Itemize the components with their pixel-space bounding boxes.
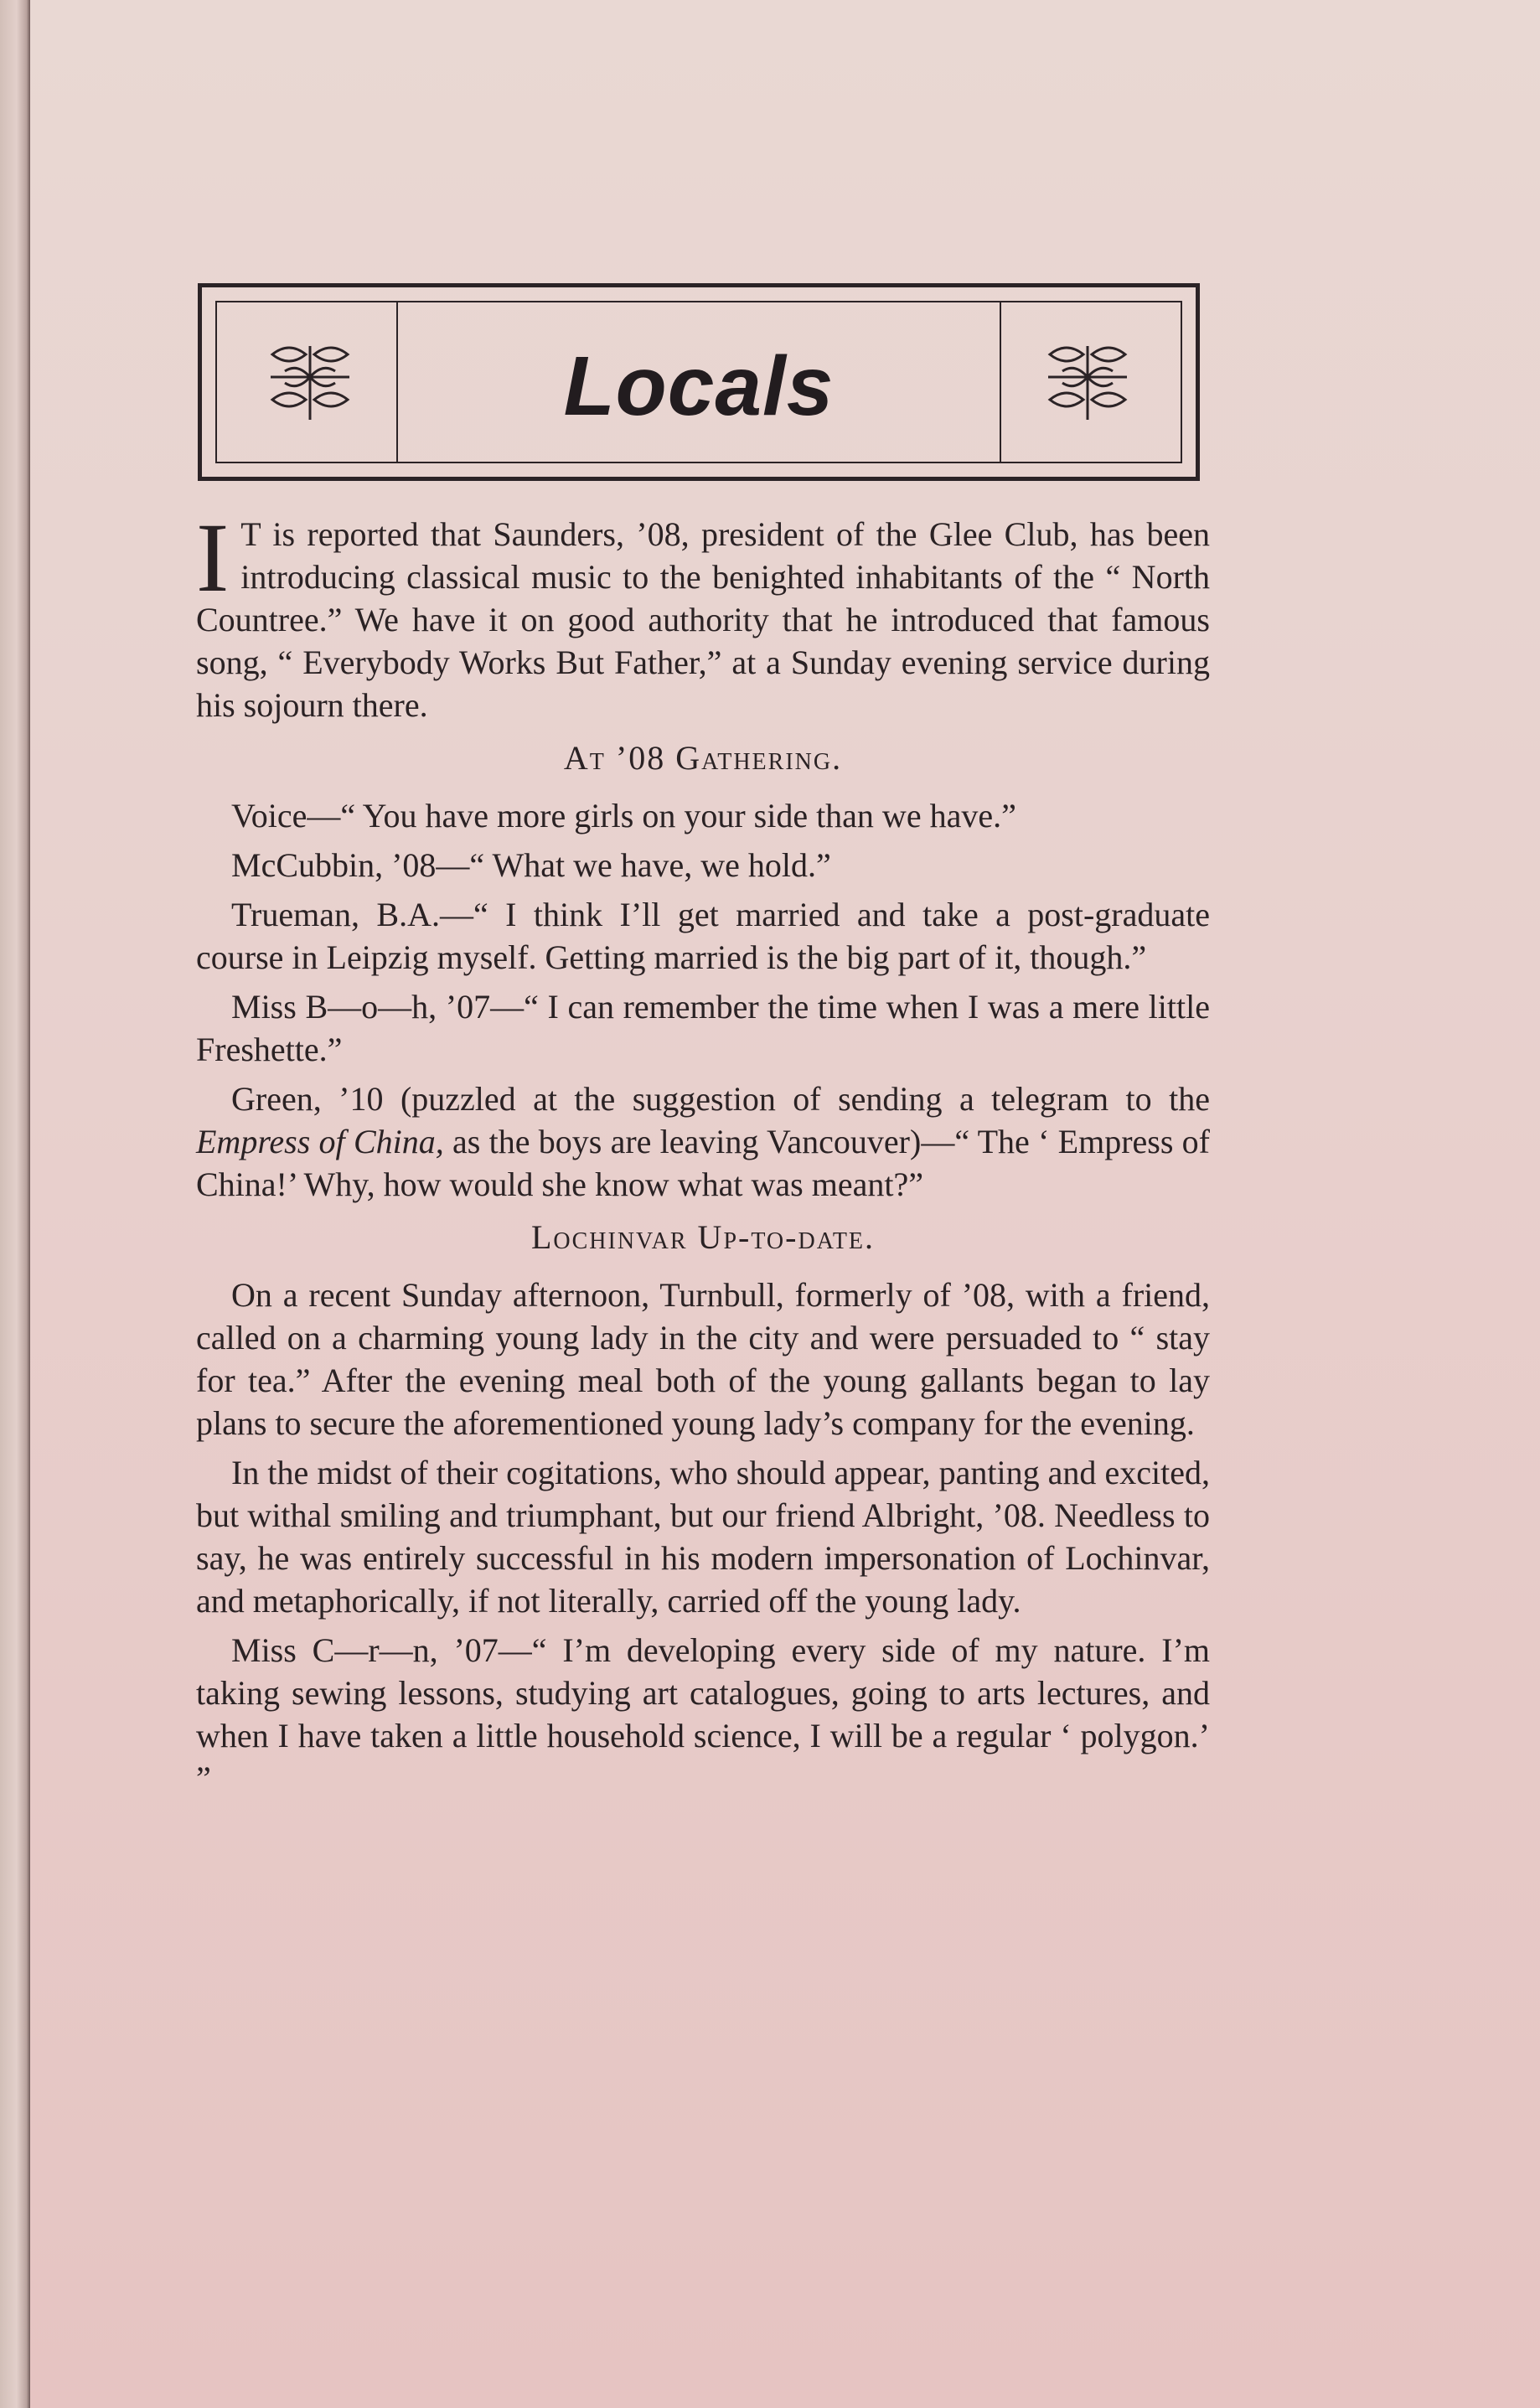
subheading-lochinvar: Lochinvar Up-to-date.: [530, 1218, 876, 1256]
header-divider-left: [396, 302, 398, 462]
intro-text: T is reported that Saunders, ’08, president of the Glee Club, has been introducing classical music to the benighted inhabitants of the “ North Countree.” We have it on good authority that he introduced that famous song, “ Everybody Works But Father,” at a Sunday evening service during his sojourn there.: [196, 515, 1210, 724]
paragraph-voice: Voice—“ You have more girls on your side than we have.”: [231, 797, 1016, 835]
header-divider-right: [1000, 302, 1001, 462]
paragraph-green: [196, 1077, 1210, 1206]
section-header-frame: [215, 301, 1182, 463]
floral-ornament-icon: [264, 338, 356, 430]
paragraph-miss-b: Miss B—o—h, ’07—“ I can remember the time when I was a mere little Freshette.”: [196, 988, 1210, 1068]
green-text-after: as the boys are leaving Vancouver)—“ The ‘ Empress of China!’ Why, how would she know what was meant?”: [196, 1123, 1211, 1203]
section-header: [198, 283, 1200, 481]
section-title: Locals: [563, 339, 835, 433]
green-text-italic: Empress of China,: [196, 1123, 444, 1160]
page-binding-edge: [0, 0, 30, 2408]
article-body: [196, 503, 1211, 1806]
drop-cap: I: [196, 503, 230, 612]
paragraph-trueman: Trueman, B.A.—“ I think I’ll get married and take a post-graduate course in Leipzig myself. Getting married is the big part of it, though.”: [196, 896, 1210, 976]
subheading-gathering: At ’08 Gathering.: [563, 739, 843, 777]
paragraph-albright: In the midst of their cogitations, who should appear, panting and excited, but withal smiling and triumphant, but our friend Albright, ’08. Needless to say, he was entirely successful in his modern impersonation of Lochinvar, and metaphorically, if not literally, carried off the young lady.: [196, 1454, 1210, 1620]
green-text-before: Green, ’10 (puzzled at the suggestion of sending a telegram to the: [231, 1080, 1210, 1118]
paragraph-turnbull: On a recent Sunday afternoon, Turnbull, formerly of ’08, with a friend, called on a charming young lady in the city and were persuaded to “ stay for tea.” After the evening meal both of the young gallants began to lay plans to secure the aforementioned young lady’s company for the evening.: [196, 1276, 1210, 1442]
intro-paragraph: [196, 503, 1210, 726]
floral-ornament-icon: [1041, 338, 1134, 430]
paragraph-mccubbin: McCubbin, ’08—“ What we have, we hold.”: [231, 846, 831, 884]
paragraph-miss-c: Miss C—r—n, ’07—“ I’m developing every side of my nature. I’m taking sewing lessons, studying art catalogues, going to arts lectures, and when I have taken a little household science, I will be a regular ‘ polygon.’ ”: [196, 1631, 1210, 1797]
